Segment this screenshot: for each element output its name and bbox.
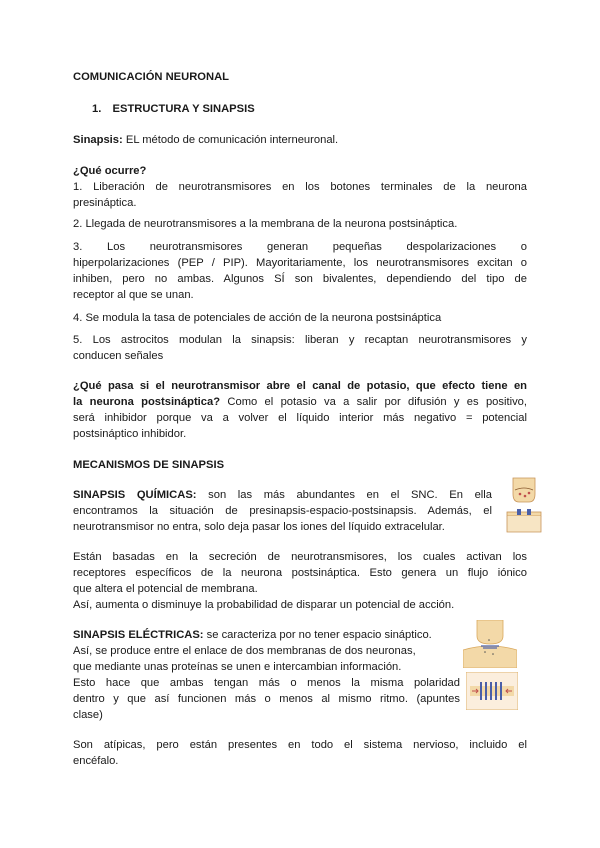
answer-text: postsináptico inhibidor.: [73, 428, 187, 440]
question-answer-line: [73, 395, 527, 411]
answer-text: será inhibidor porque va a volver el líquido interior más negativo = potencial: [73, 412, 527, 424]
list-item: hiperpolarizaciones (PEP / PIP). Mayoritariamente, los neurotransmisores excitan o: [73, 257, 527, 269]
electricas-text: clase): [73, 709, 103, 721]
atipicas-text: encéfalo.: [73, 755, 119, 767]
electricas-text: dentro y que así funcionen más o menos al mismo ritmo. (apuntes: [73, 693, 460, 705]
electricas-term: SINAPSIS ELÉCTRICAS:: [73, 629, 204, 641]
list-item: 4. Se modula la tasa de potenciales de acción de la neurona postsináptica: [73, 312, 442, 324]
mecanismos-heading: MECANISMOS DE SINAPSIS: [73, 459, 225, 471]
basadas-text: que altera el potencial de membrana.: [73, 583, 258, 595]
list-item: 5. Los astrocitos modulan la sinapsis: liberan y recaptan neurotransmisores y: [73, 334, 527, 346]
chemical-synapse-image: [505, 476, 543, 534]
list-item: conducen señales: [73, 350, 164, 362]
question-bold: ¿Qué pasa si el neurotransmisor abre el canal de potasio, que efecto tiene en: [73, 380, 527, 392]
list-item: receptor al que se unan.: [73, 289, 194, 301]
sinapsis-def-text: EL método de comunicación interneuronal.: [122, 134, 339, 146]
basadas-text: receptores específicos de la neurona postsináptica. Esto genera un flujo iónico: [73, 567, 527, 579]
sinapsis-definition: [73, 133, 338, 149]
gap-junction-image: [466, 672, 518, 710]
quimicas-text: encontramos la situación de presinapsis-espacio-postsinapsis. Además, el: [73, 505, 492, 517]
quimicas-text: neurotransmisor no entra, solo deja pasar los iones del líquido extracelular.: [73, 521, 445, 533]
list-item: 3. Los neurotransmisores generan pequeñas despolarizaciones o: [73, 241, 527, 253]
electricas-text: se caracteriza por no tener espacio sináptico.: [203, 629, 432, 641]
quimicas-term: SINAPSIS QUÍMICAS:: [73, 489, 197, 501]
electrical-synapse-image: [463, 620, 517, 668]
atipicas-text: Son atípicas, pero están presentes en todo el sistema nervioso, incluido el: [73, 739, 527, 751]
answer-text: Como el potasio va a salir por difusión y es positivo,: [220, 396, 527, 408]
quimicas-text: son las más abundantes en el SNC. En ella: [196, 489, 493, 501]
doc-title: COMUNICACIÓN NEURONAL: [73, 71, 229, 83]
basadas-text: Así, aumenta o disminuye la probabilidad de disparar un potencial de acción.: [73, 599, 455, 611]
electricas-text: Esto hace que ambas tengan más o menos la misma polaridad: [73, 677, 460, 689]
basadas-text: Están basadas en la secreción de neurotransmisores, los cuales activan los: [73, 551, 527, 563]
electricas-line: [73, 628, 432, 644]
question-bold-end: la neurona postsináptica?: [73, 396, 221, 408]
electricas-text: que mediante unas proteínas se unen e intercambian información.: [73, 661, 402, 673]
list-item: presináptica.: [73, 197, 137, 209]
list-item: 2. Llegada de neurotransmisores a la membrana de la neurona postsináptica.: [73, 218, 458, 230]
quimicas-line: [73, 488, 492, 504]
electricas-text: Así, se produce entre el enlace de dos membranas de dos neuronas,: [73, 645, 416, 657]
que-ocurre-heading: ¿Qué ocurre?: [73, 165, 147, 177]
sinapsis-term: Sinapsis:: [73, 134, 123, 146]
section-heading: 1. ESTRUCTURA Y SINAPSIS: [92, 103, 255, 115]
list-item: inhiben, pero no ambas. Algunos SÍ son bivalentes, dependiendo del tipo de: [73, 273, 527, 285]
list-item: 1. Liberación de neurotransmisores en los botones terminales de la neurona: [73, 181, 527, 193]
